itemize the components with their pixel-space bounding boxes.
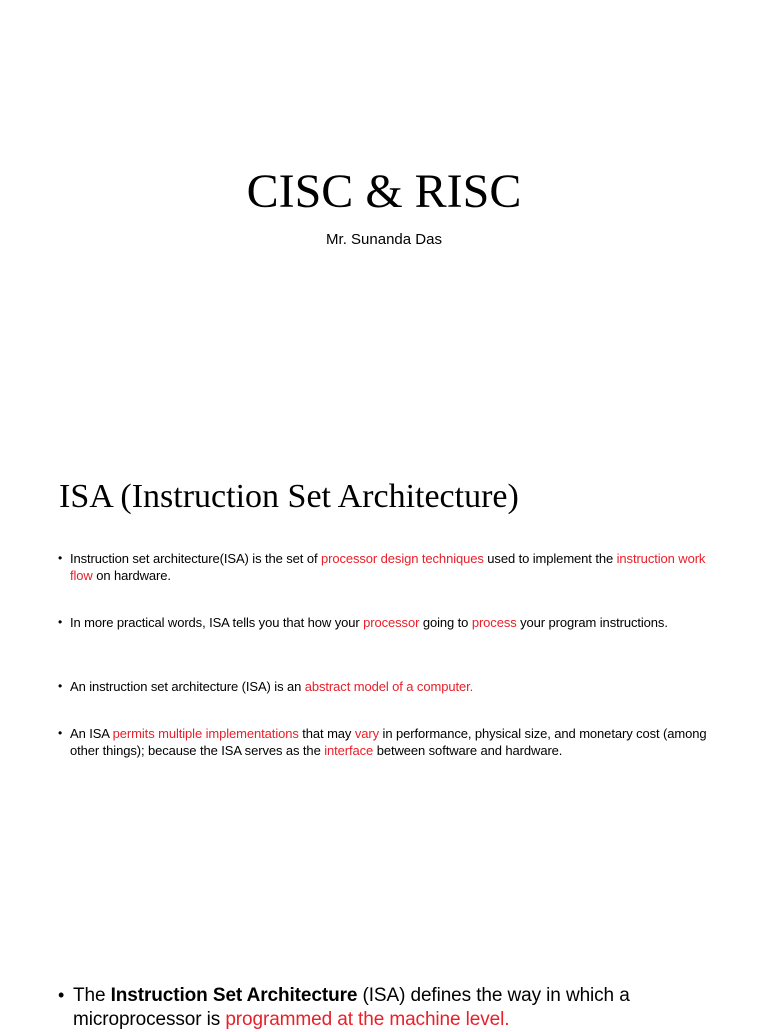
text: used to implement the (483, 551, 617, 566)
text: An instruction set architecture (ISA) is an (70, 679, 305, 694)
text: The (73, 985, 111, 1006)
highlight: processor (363, 615, 420, 630)
highlight: instruction work flow (70, 551, 706, 583)
text: In more practical words, ISA tells you that how your (70, 615, 364, 630)
bold-term: Instruction Set Architecture (110, 985, 358, 1006)
bullet-3 (70, 679, 720, 696)
isa-heading: ISA (Instruction Set Architecture) (59, 478, 519, 515)
text: (ISA) defines the way in which a microprocessor is (73, 985, 630, 1030)
slide-title: CISC & RISC (246, 165, 522, 218)
text: in performance, physical size, and monetary cost (among other things); because the ISA serves as the (70, 726, 707, 758)
highlight: interface (324, 742, 374, 758)
text: on hardware. (92, 567, 171, 583)
text: your program instructions. (516, 615, 668, 630)
slide3-bullet (73, 984, 753, 1032)
highlight: vary (354, 726, 380, 741)
highlight: abstract model of a computer. (304, 679, 474, 694)
highlight: process (471, 615, 517, 630)
highlight: permits multiple implementations (112, 726, 299, 741)
text: Instruction set architecture(ISA) is the set of (70, 551, 321, 566)
slide-author: Mr. Sunanda Das (326, 231, 442, 248)
text: that may (298, 726, 355, 741)
bullet-4 (70, 726, 720, 759)
highlight: programmed at the machine level. (225, 1009, 510, 1030)
text: An ISA (70, 726, 113, 741)
bullet-2 (70, 615, 720, 632)
highlight: processor design techniques (320, 551, 484, 566)
text: between software and hardware. (373, 742, 563, 758)
bullet-1 (70, 551, 720, 584)
text: going to (419, 615, 472, 630)
